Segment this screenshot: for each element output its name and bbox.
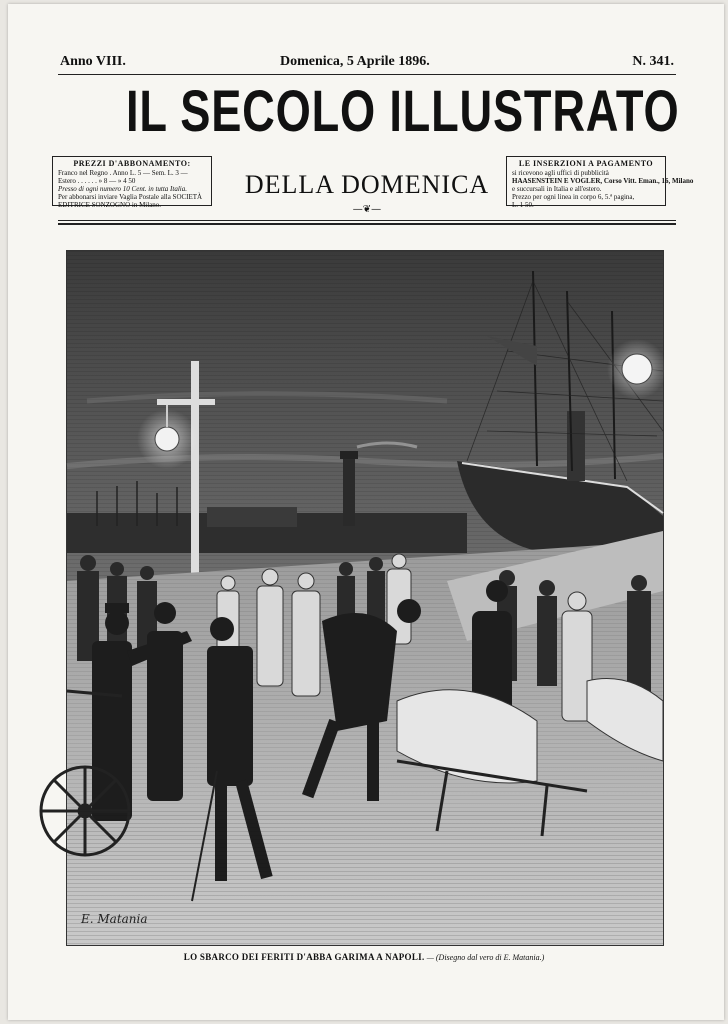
illustration-caption bbox=[66, 952, 662, 962]
header-rule-thin bbox=[58, 220, 676, 221]
subscription-line: EDITRICE SONZOGNO in Milano. bbox=[58, 201, 162, 209]
date-label: Domenica, 5 Aprile 1896. bbox=[280, 54, 430, 69]
harbor-scene bbox=[67, 251, 663, 945]
subscription-line: Per abbonarsi inviare Vaglia Postale alla SOCIETÀ bbox=[58, 193, 203, 201]
newspaper-subtitle: DELLA DOMENICA bbox=[244, 170, 490, 199]
advertising-line: Prezzo per ogni linea in corpo 6, 5.ª pagina, bbox=[512, 193, 635, 201]
top-rule bbox=[58, 74, 676, 75]
advertising-line: si ricevono agli uffici di pubblicità bbox=[512, 169, 609, 177]
newspaper-page bbox=[8, 4, 724, 1020]
advertising-box bbox=[506, 156, 694, 209]
subscription-box bbox=[52, 156, 212, 209]
advertising-line: L. 1 50. bbox=[512, 201, 534, 209]
header-rule-thick bbox=[58, 223, 676, 225]
lighthouse-tower bbox=[343, 456, 355, 526]
ship-lamp bbox=[607, 339, 667, 399]
year-label: Anno VIII. bbox=[60, 54, 126, 69]
advertising-box-title: LE INSERZIONI A PAGAMENTO bbox=[518, 159, 654, 168]
subscription-line: Franco nel Regno . Anno L. 5 — Sem. L. 3 — bbox=[58, 169, 188, 177]
subscription-box-title: PREZZI D'ABBONAMENTO: bbox=[73, 159, 191, 168]
newspaper-title: IL SECOLO ILLUSTRATO bbox=[125, 79, 680, 144]
artist-signature: E. Matania bbox=[81, 912, 148, 926]
issue-number: N. 341. bbox=[632, 54, 674, 69]
ornament-divider: —❦— bbox=[352, 204, 382, 215]
caption-credit: — (Disegno dal vero di E. Matania.) bbox=[426, 953, 545, 962]
advertising-line: e succursali in Italia e all'estero. bbox=[512, 185, 602, 193]
masthead-meta-row bbox=[60, 54, 674, 72]
subscription-line: Presso di ogni numero 10 Cent. in tutta Italia. bbox=[58, 185, 187, 193]
caption-title: LO SBARCO DEI FERITI D'ABBA GARIMA A NAPOLI. bbox=[183, 952, 425, 962]
advertising-line: HAASENSTEIN E VOGLER, Corso Vitt. Eman., 16, Milano bbox=[512, 177, 694, 185]
subscription-line: Estero . . . . . . » 8 — » 4 50 bbox=[58, 177, 136, 185]
engraving-illustration bbox=[66, 250, 664, 946]
